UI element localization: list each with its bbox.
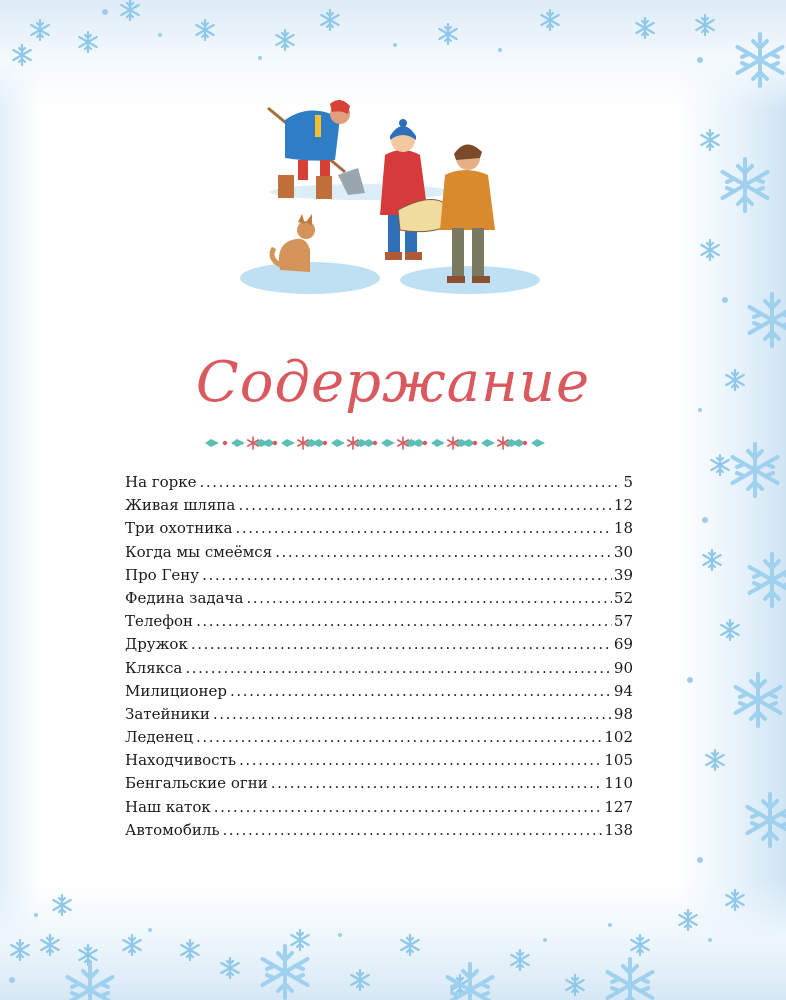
toc-entry[interactable] — [125, 543, 633, 566]
dot-leader — [271, 774, 603, 792]
toc-entry-page: 90 — [613, 658, 633, 677]
toc-entry-title: Телефон — [125, 612, 194, 631]
page-title: Содержание — [195, 350, 591, 415]
winter-children-illustration — [240, 80, 540, 300]
dot-leader — [239, 751, 602, 769]
toc-entry-title: Автомобиль — [125, 820, 220, 839]
toc-entry-page: 52 — [613, 588, 633, 607]
dot-leader — [214, 798, 603, 816]
toc-entry[interactable] — [125, 798, 633, 821]
toc-entry[interactable] — [125, 566, 633, 589]
toc-entry-page: 69 — [613, 635, 633, 654]
toc-entry-page: 5 — [623, 473, 633, 491]
dot-leader — [275, 543, 612, 561]
toc-entry-title: Три охотника — [125, 519, 233, 538]
dot-leader — [246, 589, 611, 607]
toc-entry-title: Дружок — [125, 635, 188, 654]
toc-entry[interactable] — [125, 682, 633, 705]
toc-entry[interactable] — [125, 635, 633, 658]
dot-leader — [223, 821, 603, 839]
toc-entry-page: 18 — [613, 519, 633, 538]
toc-entry[interactable] — [125, 519, 633, 542]
toc-entry[interactable] — [125, 728, 633, 751]
toc-entry-title: Наш каток — [125, 797, 211, 816]
toc-entry-page: 30 — [613, 542, 633, 561]
toc-entry-title: На горке — [125, 473, 197, 491]
toc-entry[interactable] — [125, 705, 633, 728]
toc-entry-title: Леденец — [125, 728, 194, 747]
toc-entry-title: Затейники — [125, 704, 210, 723]
toc-entry-page: 105 — [604, 751, 633, 770]
dot-leader — [213, 705, 612, 723]
toc-entry-page: 110 — [604, 774, 633, 793]
toc-entry-page: 127 — [604, 797, 633, 816]
ornament-divider — [205, 436, 555, 450]
dot-leader — [200, 473, 622, 491]
dot-leader — [202, 566, 612, 584]
toc-entry-page: 98 — [613, 704, 633, 723]
toc-entry-title: Когда мы смеёмся — [125, 542, 273, 561]
toc-entry[interactable] — [125, 751, 633, 774]
dot-leader — [196, 728, 602, 746]
dot-leader — [185, 659, 612, 677]
toc-entry[interactable] — [125, 589, 633, 612]
toc-entry[interactable] — [125, 821, 633, 844]
toc-entry-page: 12 — [613, 496, 633, 515]
dot-leader — [236, 519, 612, 537]
toc-entry-title: Клякса — [125, 658, 183, 677]
toc-entry-page: 57 — [613, 612, 633, 631]
dot-leader — [238, 496, 612, 514]
toc-entry-title: Милиционер — [125, 681, 228, 700]
toc-entry-title: Федина задача — [125, 588, 244, 607]
toc-entry[interactable] — [125, 774, 633, 797]
toc-entry-page: 138 — [604, 820, 633, 839]
toc-entry[interactable] — [125, 473, 633, 496]
toc-entry-title: Про Гену — [125, 565, 200, 584]
toc-entry-page: 94 — [613, 681, 633, 700]
toc-entry[interactable] — [125, 496, 633, 519]
toc-entry-title: Находчивость — [125, 751, 237, 770]
toc-entry-title: Бенгальские огни — [125, 774, 268, 793]
toc-entry[interactable] — [125, 659, 633, 682]
toc-entry-page: 102 — [604, 728, 633, 747]
dot-leader — [230, 682, 612, 700]
dot-leader — [196, 612, 612, 630]
toc-entry[interactable] — [125, 612, 633, 635]
table-of-contents — [125, 473, 633, 844]
dot-leader — [191, 635, 612, 653]
toc-entry-title: Живая шляпа — [125, 496, 236, 515]
toc-entry-page: 39 — [613, 565, 633, 584]
